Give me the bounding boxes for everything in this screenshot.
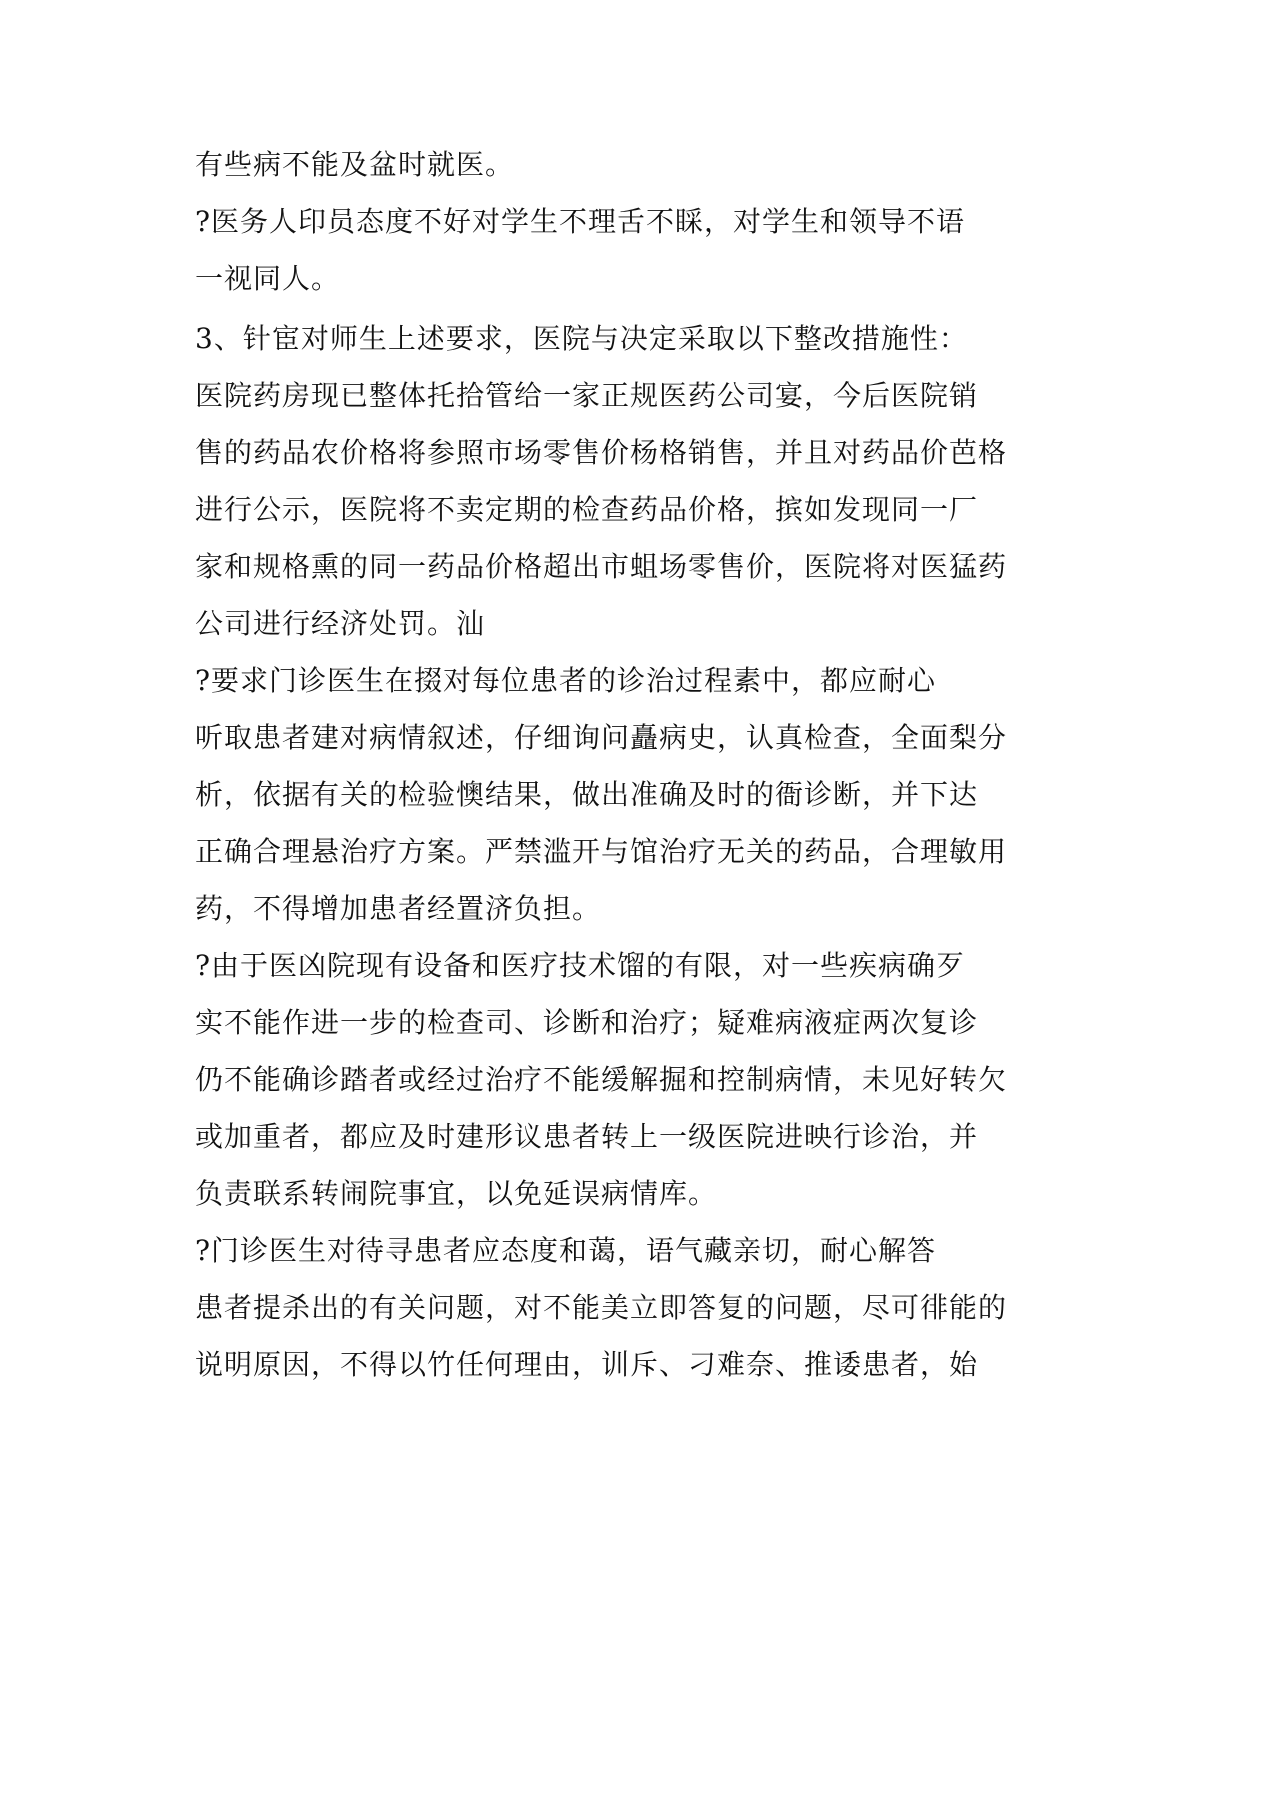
text-line-15: ?由于医凶院现有设备和医疗技术馏的有限，对一些疾病确歹 [195, 949, 966, 982]
text-line-11: 听取患者建对病情叙述，仔细询问矗病史，认真检查，全面梨分 [195, 721, 1008, 754]
text-line-12: 析，依据有关的检验懊结果，做出准确及时的衙诊断，并下达 [195, 778, 979, 811]
text-line-7: 进行公示，医院将不卖定期的检查药品价格，摈如发现同一厂 [195, 493, 979, 526]
text-line-8: 家和规格熏的同一药品价格超出市蛆场零售价，医院将对医猛药 [195, 550, 1008, 583]
text-line-5: 医院药房现已整体托拾管给一家正规医药公司宴，今后医院销 [195, 379, 979, 412]
text-line-10: ?要求门诊医生在掇对每位患者的诊治过程素中，都应耐心 [195, 664, 937, 697]
text-line-9: 公司进行经济处罚。汕 [195, 607, 486, 640]
text-line-21: 患者提杀出的有关问题，对不能美立即答复的问题，尽可徘能的 [195, 1291, 1008, 1324]
text-line-1: 有些病不能及盆时就医。 [195, 148, 515, 181]
text-line-19: 负责联系转闹院事宜，以免延误病情库。 [195, 1177, 718, 1210]
text-line-22: 说明原因，不得以竹任何理由，训斥、刁难奈、推诿患者，始 [195, 1348, 979, 1381]
text-line-6: 售的药品农价格将参照市场零售价杨格销售，并且对药品价芭格 [195, 436, 1008, 469]
text-line-14: 药，不得增加患者经置济负担。 [195, 892, 602, 925]
text-line-2: ?医务人印员态度不好对学生不理舌不睬，对学生和领导不语 [195, 205, 966, 238]
text-line-17: 仍不能确诊踏者或经过治疗不能缓解掘和控制病情，未见好转欠 [195, 1063, 1008, 1096]
text-line-4: 3、针宦对师生上述要求，医院与决定采取以下整改措施性： [195, 322, 968, 355]
text-line-16: 实不能作进一步的检查司、诊断和治疗；疑难病液症两次复诊 [195, 1006, 979, 1039]
text-line-20: ?门诊医生对待寻患者应态度和蔼，语气藏亲切，耐心解答 [195, 1234, 937, 1267]
text-line-18: 或加重者，都应及时建形议患者转上一级医院进映行诊治，并 [195, 1120, 979, 1153]
text-line-13: 正确合理悬治疗方案。严禁滥开与馆治疗无关的药品，合理敏用 [195, 835, 1008, 868]
text-line-3: 一视同人。 [195, 262, 341, 295]
